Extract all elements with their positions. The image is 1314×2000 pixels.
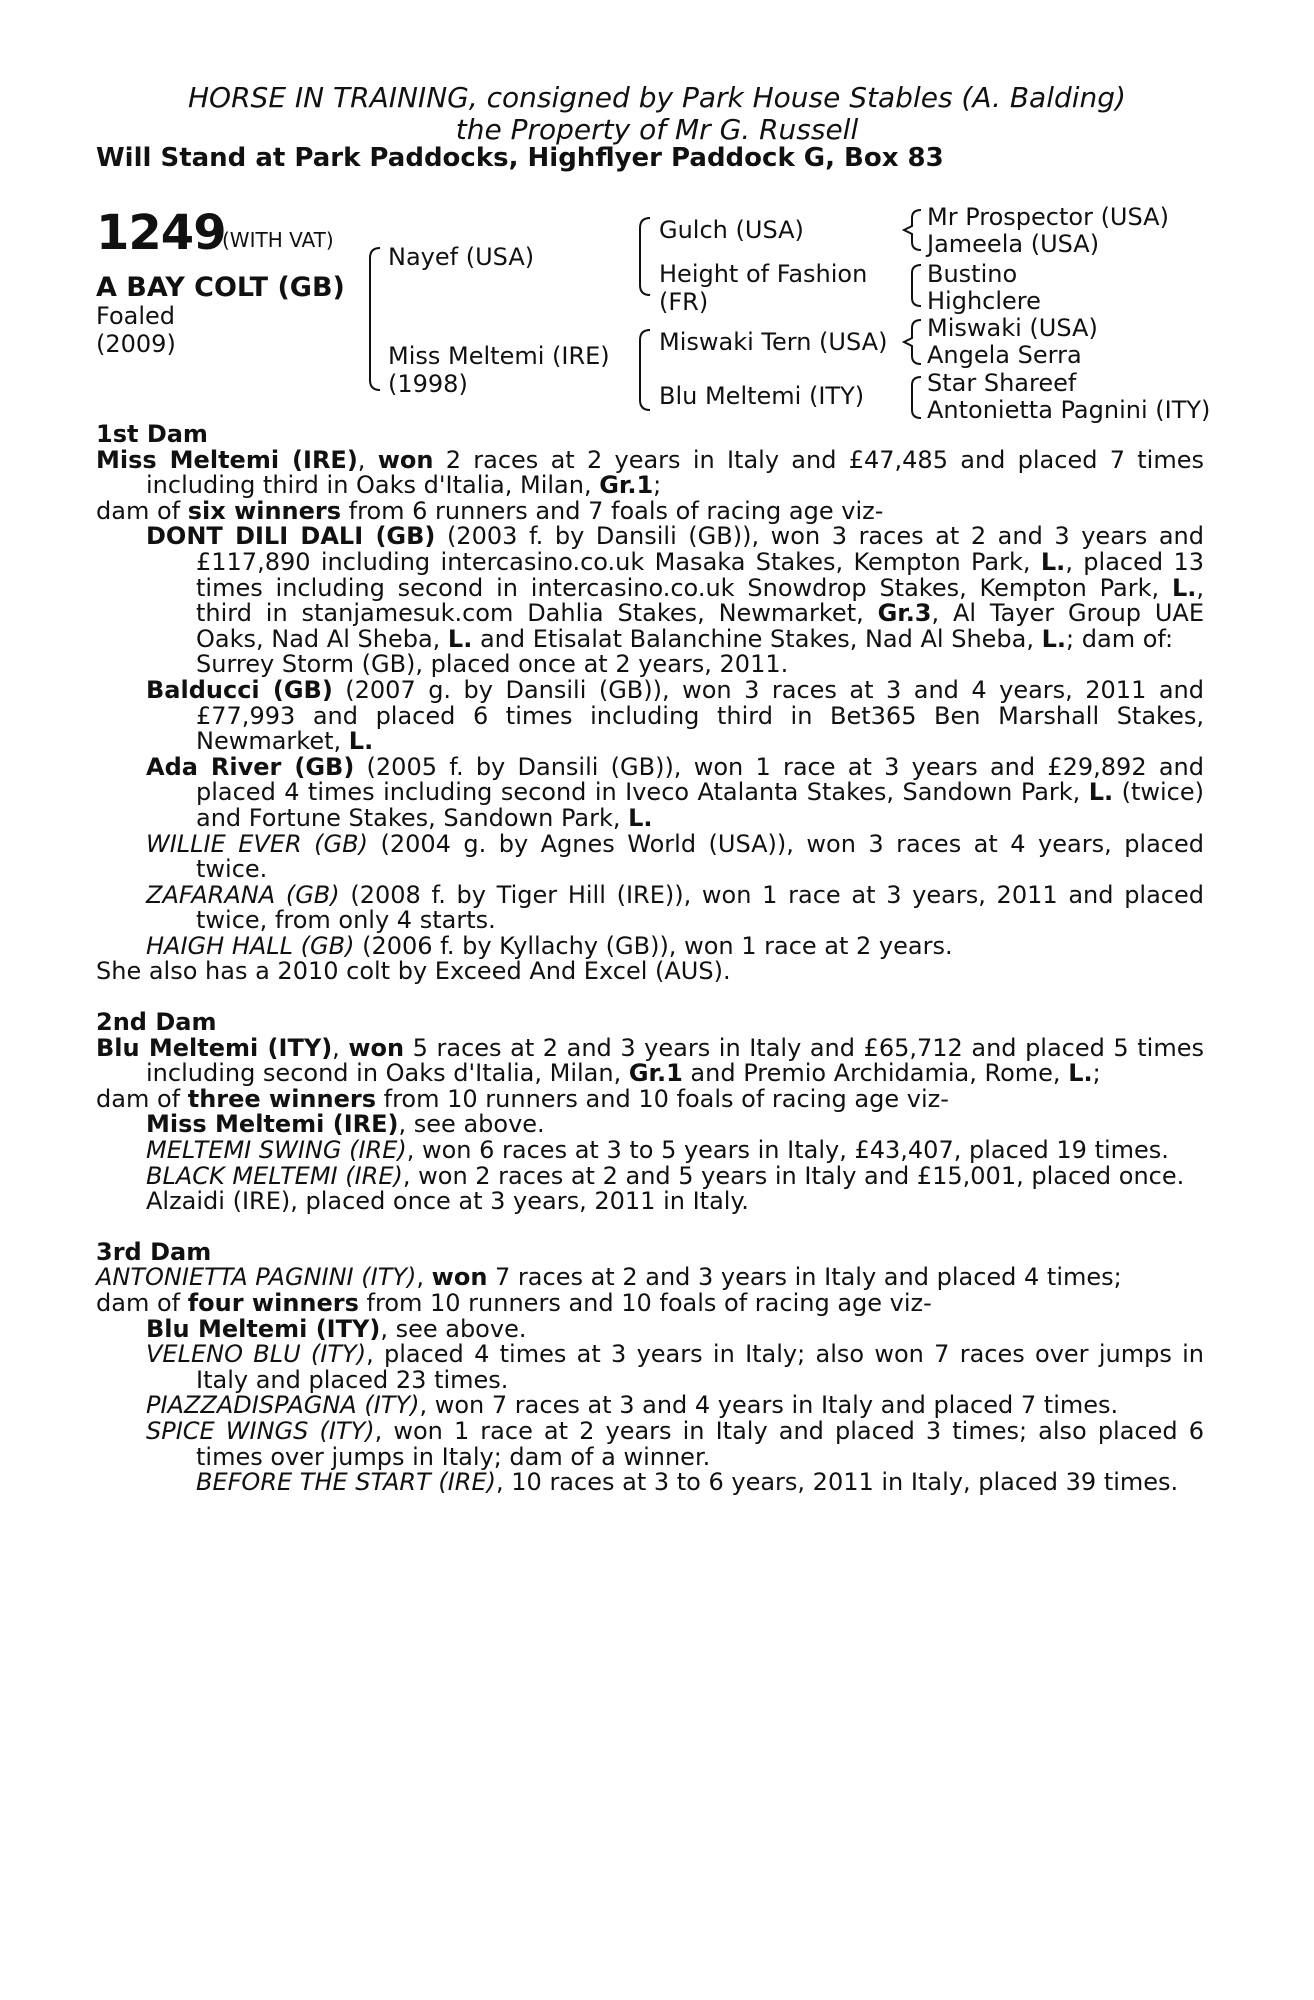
- pedigree-dam-sire: Miswaki Tern (USA): [659, 328, 888, 356]
- property-line: the Property of Mr G. Russell: [455, 113, 859, 146]
- stand-location: Will Stand at Park Paddocks, Highflyer Paddock G, Box 83: [96, 143, 944, 173]
- produce-entry: ZAFARANA (GB) (2008 f. by Tiger Hill (IRE)), won 1 race at 3 years, 2011 and placed twice, from only 4 starts.: [146, 880, 1204, 935]
- produce-entry: SPICE WINGS (ITY), won 1 race at 2 years in Italy and placed 3 times; also placed 6 times over jumps in Italy; dam of a winner.: [146, 1416, 1204, 1471]
- second-dam-intro: Blu Meltemi (ITY), won 5 races at 2 and 3 years in Italy and £65,712 and placed 5 times including second in Oaks d'Italia, Milan, Gr.1 and Premio Archidamia, Rome, L.;: [96, 1033, 1204, 1088]
- produce-entry: HAIGH HALL (GB) (2006 f. by Kyllachy (GB)), won 1 race at 2 years.: [146, 931, 953, 960]
- consignor-line: HORSE IN TRAINING, consigned by Park House Stables (A. Balding): [188, 81, 1126, 114]
- catalogue-body: [96, 422, 1204, 1496]
- produce-sub-entry: Surrey Storm (GB), placed once at 2 years, 2011.: [196, 650, 789, 679]
- pedigree-sire-sire: Gulch (USA): [659, 216, 804, 244]
- produce-entry: Miss Meltemi (IRE), see above.: [146, 1110, 545, 1139]
- vat-note: (WITH VAT): [222, 228, 334, 252]
- pedigree-dam: Miss Meltemi (IRE): [388, 342, 610, 370]
- pedigree-dds: Star Shareef: [927, 369, 1077, 397]
- first-dam-intro: Miss Meltemi (IRE), won 2 races at 2 years in Italy and £47,485 and placed 7 times including third in Oaks d'Italia, Milan, Gr.1;: [96, 445, 1204, 500]
- pedigree-sire-dam: Height of Fashion: [659, 260, 868, 288]
- produce-entry: Alzaidi (IRE), placed once at 3 years, 2011 in Italy.: [146, 1187, 749, 1216]
- produce-entry: Ada River (GB) (2005 f. by Dansili (GB)), won 1 race at 3 years and £29,892 and placed 4 times including second in Iveco Atalanta Stakes, Sandown Park, L. (twice) and Fortune Stakes, Sandown Park, L.: [146, 752, 1204, 832]
- pedigree-sss: Mr Prospector (USA): [927, 203, 1169, 231]
- lot-title: A BAY COLT (GB): [96, 272, 345, 303]
- produce-sub-entry: BEFORE THE START (IRE), 10 races at 3 to 6 years, 2011 in Italy, placed 39 times.: [196, 1468, 1179, 1497]
- pedigree-sdd: Highclere: [927, 287, 1041, 315]
- foaled-label: Foaled: [96, 302, 176, 330]
- foaled-year: (2009): [96, 330, 176, 358]
- pedigree-ssd: Jameela (USA): [927, 230, 1100, 258]
- pedigree-sds: Bustino: [927, 260, 1018, 288]
- first-dam-note: She also has a 2010 colt by Exceed And Excel (AUS).: [96, 957, 731, 986]
- produce-entry: WILLIE EVER (GB) (2004 g. by Agnes World (USA)), won 3 races at 4 years, placed twice.: [146, 829, 1204, 884]
- produce-entry: VELENO BLU (ITY), placed 4 times at 3 years in Italy; also won 7 races over jumps in Italy and placed 23 times.: [146, 1340, 1204, 1394]
- third-dam-intro: ANTONIETTA PAGNINI (ITY), won 7 races at 2 and 3 years in Italy and placed 4 times;: [96, 1263, 1122, 1292]
- first-dam-heading: 1st Dam: [96, 420, 208, 448]
- third-dam-heading: 3rd Dam: [96, 1237, 212, 1266]
- produce-entry: MELTEMI SWING (IRE), won 6 races at 3 to 5 years in Italy, £43,407, placed 19 times.: [146, 1136, 1169, 1165]
- second-dam-heading: 2nd Dam: [96, 1008, 217, 1037]
- third-dam-produce-summary: dam of four winners from 10 runners and 10 foals of racing age viz-: [96, 1289, 932, 1317]
- pedigree-dam-year: (1998): [388, 370, 468, 398]
- produce-entry: Blu Meltemi (ITY), see above.: [146, 1314, 527, 1343]
- produce-entry: DONT DILI DALI (GB) (2003 f. by Dansili (GB)), won 3 races at 2 and 3 years and £117,890 including intercasino.co.uk Masaka Stakes, Kempton Park, L., placed 13 times including second in intercasino.co.uk Snowdrop Stakes, Kempton Park, L., third in stanjamesuk.com Dahlia Stakes, Newmarket, Gr.3, Al Tayer Group UAE Oaks, Nad Al Sheba, L. and Etisalat Balanchine Stakes, Nad Al Sheba, L.; dam of:: [146, 522, 1204, 653]
- first-dam-produce-summary: dam of six winners from 6 runners and 7 foals of racing age viz-: [96, 496, 884, 525]
- pedigree-dam-dam: Blu Meltemi (ITY): [659, 382, 865, 410]
- pedigree-sire: Nayef (USA): [388, 243, 535, 271]
- produce-entry: Balducci (GB) (2007 g. by Dansili (GB)), won 3 races at 3 and 4 years, 2011 and £77,993 and placed 6 times including third in Bet365 Ben Marshall Stakes, Newmarket, L.: [146, 675, 1204, 756]
- produce-entry: PIAZZADISPAGNA (ITY), won 7 races at 3 and 4 years in Italy and placed 7 times.: [146, 1391, 1119, 1420]
- produce-entry: BLACK MELTEMI (IRE), won 2 races at 2 and 5 years in Italy and £15,001, placed once.: [146, 1161, 1185, 1190]
- pedigree-sire-dam-country: (FR): [659, 288, 709, 316]
- pedigree-dss: Miswaki (USA): [927, 314, 1098, 342]
- pedigree-ddd: Antonietta Pagnini (ITY): [927, 396, 1211, 424]
- lot-number: 1249: [96, 205, 226, 261]
- pedigree-dsd: Angela Serra: [927, 341, 1082, 369]
- second-dam-produce-summary: dam of three winners from 10 runners and 10 foals of racing age viz-: [96, 1084, 949, 1113]
